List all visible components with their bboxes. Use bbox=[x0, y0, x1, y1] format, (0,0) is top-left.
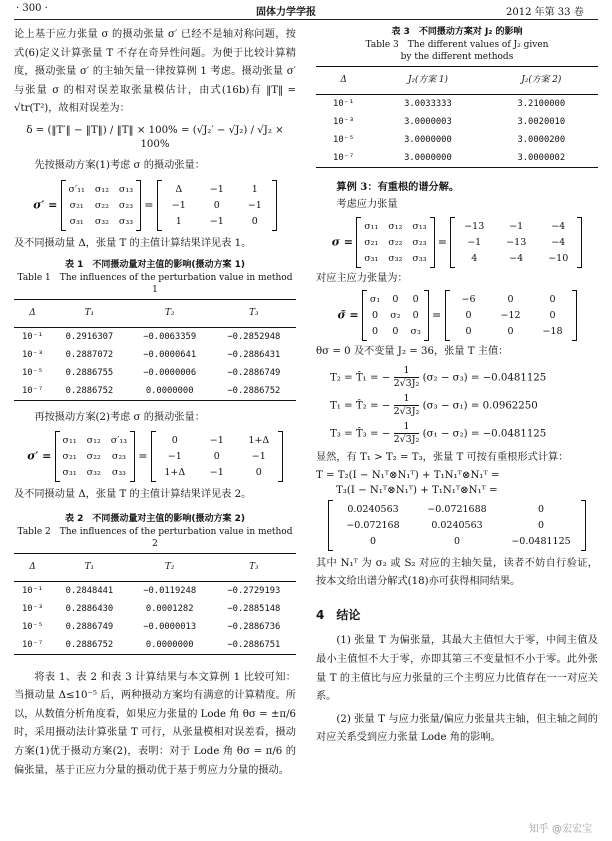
table-caption-en: Table 3 The different values of J₂ given bbox=[365, 40, 549, 50]
paragraph: 考虑应力张量 bbox=[336, 199, 398, 211]
header-rule bbox=[14, 19, 598, 20]
paragraph: 及不同摄动量 Δ，张量 T 的主值计算结果详见表 1。 bbox=[14, 237, 252, 249]
equation-T1: T₁ = T̂₂ = − $\frac{1}{\text{2√3J₂}}$ (σ₃ − σ₁) = 0.0962250 bbox=[330, 392, 538, 417]
table-caption-en: Table 1 The influences of the perturbation value in method 1 bbox=[17, 273, 293, 296]
right-column bbox=[316, 26, 598, 748]
table-row: 10⁻¹ 3.0033333 3.2100000 bbox=[333, 98, 566, 109]
matrix-m1-lhs: σ′₁₁ σ₁₂ σ₁₃ σ₂₁ σ₂₂ σ₂₃ σ₃₁ σ₃₂ σ₃₃ bbox=[68, 183, 134, 227]
matrix-m3-rhs: −13 −1 −4 −1 −13 −4 4 −4 −10 bbox=[464, 220, 569, 264]
paragraph: 及不同摄动量 Δ，张量 T 的主值计算结果详见表 2。 bbox=[14, 489, 252, 501]
paragraph: 再按摄动方案(2)考虑 σ 的摄动张量： bbox=[34, 411, 205, 423]
column-header: Δ bbox=[14, 553, 51, 581]
table-caption-cn: 表 3 不同摄动方案对 J₂ 的影响 bbox=[391, 27, 523, 37]
matrix-m2-lhs: σ₁₁ σ₁₂ σ′₁₃ σ₂₁ σ₂₂ σ₂₃ σ₃₁ σ₃₂ σ₃₃ bbox=[62, 435, 128, 479]
paragraph: 论上基于应力张量 σ 的摄动张量 σ′ 已经不是轴对称问题，按式(6)定义计算张量 T 不存在奇异性问题。为便于比较计算精度，摄动张量 σ′ 的主轴矢量一律按算例 1 考虑。摄动张量 σ′ 与张量 σ 的相对误差取张量模估计，由式(16b)有 ‖T‖ = √tr(T²)，故相对误差为： bbox=[14, 29, 296, 115]
issue-info: 2012 年第 33 卷 bbox=[506, 7, 584, 18]
table-caption-cn: 表 1 不同摄动量对主值的影响(摄动方案 1) bbox=[64, 260, 246, 271]
table-row: 10⁻³ 0.2886430 0.0001282 −0.2885148 bbox=[22, 603, 281, 614]
column-header: J₂(方案 1) bbox=[371, 67, 484, 95]
data-table bbox=[14, 553, 296, 655]
equation-long-2: T₃(I − N₁ᵀ⊗N₁ᵀ) + T₁N₁ᵀ⊗N₁ᵀ = bbox=[336, 484, 498, 496]
column-header: T₃ bbox=[212, 553, 296, 581]
matrix-equation-2: σ′ = σ₁₁ σ₁₂ σ′₁₃ σ₂₁ σ₂₂ σ₂₃ σ₃₁ σ₃₂ σ₃₃ = 0 −1 1+Δ −1 0 −1 1+Δ −1 0 bbox=[14, 431, 296, 482]
table-row: 10⁻⁷ 3.0000000 3.0000002 bbox=[316, 149, 598, 168]
table-row: 10⁻¹ 0.2848441 −0.0119248 −0.2729193 bbox=[22, 585, 281, 596]
matrix-m1-rhs: Δ −1 1 −1 0 −1 1 −1 0 bbox=[171, 183, 262, 227]
table-caption-en: Table 2 The influences of the perturbation value in method 2 bbox=[17, 526, 293, 549]
table-caption-cn: 表 2 不同摄动量对主值的影响(摄动方案 2) bbox=[64, 513, 246, 524]
matrix-result bbox=[328, 500, 598, 551]
matrix-m2-rhs: 0 −1 1+Δ −1 0 −1 1+Δ −1 0 bbox=[164, 435, 270, 479]
matrix-m5: 0.0240563 −0.0721688 0 −0.072168 0.0240563 0 0 0 −0.0481125 bbox=[346, 503, 571, 547]
column-header: T₃ bbox=[212, 300, 296, 328]
table-1 bbox=[14, 259, 296, 401]
equation-long-1: T = T₂(I − N₁ᵀ⊗N₁ᵀ) + T₁N₁ᵀ⊗N₁ᵀ = bbox=[316, 469, 500, 481]
page-number: · 300 · bbox=[16, 3, 48, 14]
conclusion-item-1: (1) 张量 T 为偏张量，其最大主值恒大于零，中间主值及最小主值恒不大于零，亦即其第三不变量恒不小于零。此外张量 T 的主值比与应力张量的三个主剪应力比值存在一一对应关系。 bbox=[316, 635, 598, 703]
table-row: 10⁻³ 3.0000003 3.0020010 bbox=[333, 116, 566, 127]
column-header: T₁ bbox=[51, 553, 127, 581]
paragraph: θσ = 0 及不变量 J₂ = 36，张量 T 主值： bbox=[316, 346, 509, 358]
table-row: 10⁻⁵ 0.2886749 −0.0000013 −0.2886736 bbox=[22, 621, 281, 632]
column-header: T₁ bbox=[51, 300, 127, 328]
column-header: T₂ bbox=[128, 300, 212, 328]
left-column bbox=[14, 26, 296, 780]
matrix-m4-lhs: σ₁ 0 0 0 σ₂ 0 0 0 σ₃ bbox=[369, 294, 421, 338]
column-header: J₂(方案 2) bbox=[485, 67, 598, 95]
paragraph: 其中 N₁ᵀ 为 σ₂ 或 S₂ 对应的主轴矢量，读者不妨自行验证，按本文给出谱分解式(18)亦可获得相同结果。 bbox=[316, 557, 598, 588]
conclusion-item-2: (2) 张量 T 与应力张量/偏应力张量共主轴，但主轴之间的对应关系受到应力张量 Lode 角的影响。 bbox=[316, 713, 598, 744]
table-row: 10⁻¹ 0.2916307 −0.0063359 −0.2852948 bbox=[22, 331, 281, 342]
table-row: 10⁻³ 0.2887072 −0.0000641 −0.2886431 bbox=[22, 349, 281, 360]
paragraph: 将表 1、表 2 和表 3 计算结果与本文算例 1 比较可知：当摄动量 Δ≤10⁻⁵ 后，两种摄动方案均有满意的计算精度。所以，从数值分析角度看，如果应力张量的 Lode 角 θσ = ±π/6 时，采用摄动法计算张量 T 可行，从张量模相对误差看，摄动方案(1)优于摄动方案(2)，表明：对于 Lode 角 θσ = π/6 的偏张量，基于正应力分量的摄动优于基于剪应力分量的摄动。 bbox=[14, 671, 296, 776]
data-table bbox=[14, 299, 296, 401]
table-3 bbox=[316, 26, 598, 168]
data-table bbox=[316, 66, 598, 168]
matrix-equation-3: σ = σ₁₁ σ₁₂ σ₁₃ σ₂₁ σ₂₂ σ₂₃ σ₃₁ σ₃₂ σ₃₃ = −13 −1 −4 −1 −13 −4 4 −4 −10 bbox=[316, 217, 598, 268]
paragraph: 先按摄动方案(1)考虑 σ 的摄动张量： bbox=[34, 159, 205, 171]
matrix-equation-1: σ′ = σ′₁₁ σ₁₂ σ₁₃ σ₂₁ σ₂₂ σ₂₃ σ₃₁ σ₃₂ σ₃₃ = Δ −1 1 −1 0 −1 1 −1 0 bbox=[14, 180, 296, 231]
paragraph: 对应主应力张量为： bbox=[316, 272, 408, 284]
equation-T3: T₃ = T̂₃ = − $\frac{1}{\text{2√3J₂}}$ (σ₁ − σ₂) = −0.0481125 bbox=[330, 420, 547, 445]
table-row: 10⁻⁷ 0.2886752 0.0000000 −0.2886752 bbox=[14, 382, 296, 401]
table-2 bbox=[14, 513, 296, 655]
column-header: Δ bbox=[14, 300, 51, 328]
matrix-m4-rhs: −6 0 0 0 −12 0 0 0 −18 bbox=[461, 294, 563, 338]
table-row: 10⁻⁵ 3.0000000 3.0000200 bbox=[333, 134, 566, 145]
section-heading: 4 结论 bbox=[316, 607, 361, 622]
column-header: T₂ bbox=[128, 553, 212, 581]
table-caption-en: by the different methods bbox=[400, 52, 514, 62]
matrix-equation-4: σ̃ = σ₁ 0 0 0 σ₂ 0 0 0 σ₃ = −6 0 0 0 −12 0 0 0 −18 bbox=[316, 290, 598, 341]
table-row: 10⁻⁵ 0.2886755 −0.0000006 −0.2886749 bbox=[22, 367, 281, 378]
example-title: 算例 3：有重根的谱分解。 bbox=[336, 180, 460, 193]
column-header: Δ bbox=[316, 67, 371, 95]
running-header bbox=[0, 0, 612, 18]
equation-T2: T₂ = T̂₁ = − $\frac{1}{\text{2√3J₂}}$ (σ₂ − σ₃) = −0.0481125 bbox=[330, 364, 547, 389]
paragraph: 显然，有 T₁ > T₂ = T₃，张量 T 可按有重根形式计算： bbox=[316, 451, 569, 463]
table-row: 10⁻⁷ 0.2886752 0.0000000 −0.2886751 bbox=[14, 636, 296, 655]
matrix-m3-lhs: σ₁₁ σ₁₂ σ₁₃ σ₂₁ σ₂₂ σ₂₃ σ₃₁ σ₃₂ σ₃₃ bbox=[364, 220, 427, 264]
equation-delta: δ = (‖T′‖ − ‖T‖) / ‖T‖ × 100% = (√J₂′ − √J₂) / √J₂ × 100% bbox=[26, 124, 284, 150]
journal-name: 固体力学学报 bbox=[256, 7, 316, 18]
watermark: 知乎 @宏宏宝 bbox=[528, 824, 592, 835]
